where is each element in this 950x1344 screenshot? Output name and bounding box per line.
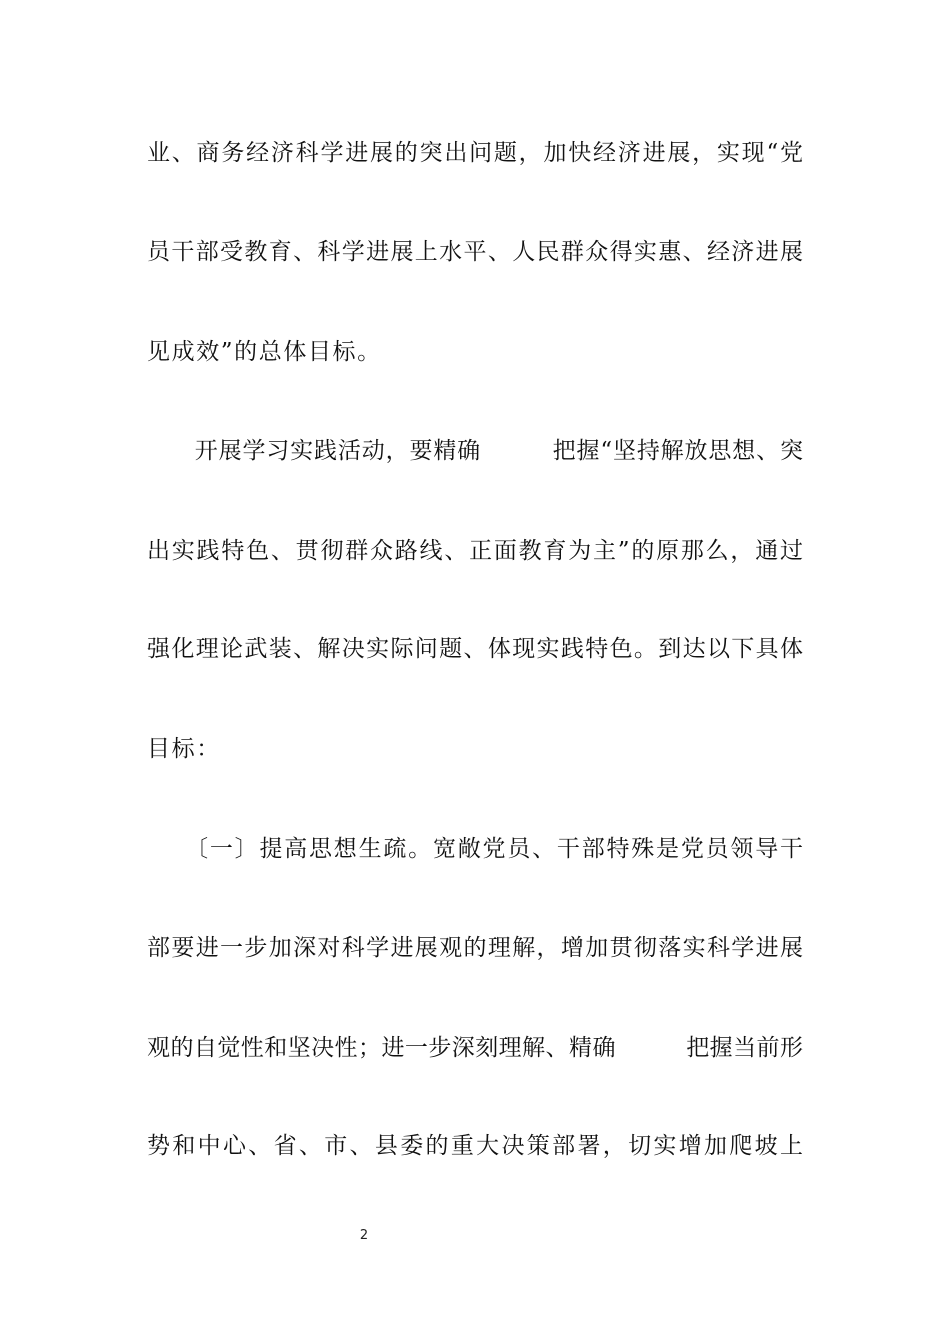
body-text-line: 目标： xyxy=(147,736,221,762)
body-text-line: 势和中心、省、市、县委的重大决策部署，切实增加爬坡上 xyxy=(147,1133,803,1159)
body-text-line: 强化理论武装、解决实际问题、体现实践特色。到达以下具体 xyxy=(147,636,803,662)
page-number: 2 xyxy=(359,1228,369,1243)
body-text-line: 〔一〕提高思想生疏。宽敞党员、干部特殊是党员领导干 xyxy=(147,836,803,862)
body-text-line: 开展学习实践活动，要精确 把握“坚持解放思想、突 xyxy=(147,438,803,464)
body-text-line: 观的自觉性和坚决性；进一步深刻理解、精确 把握当前形 xyxy=(147,1035,803,1061)
body-text-line: 见成效”的总体目标。 xyxy=(147,339,382,365)
body-text-line: 部要进一步加深对科学进展观的理解，增加贯彻落实科学进展 xyxy=(147,935,803,961)
body-text-line: 员干部受教育、科学进展上水平、人民群众得实惠、经济进展 xyxy=(147,239,803,265)
body-text-line: 业、商务经济科学进展的突出问题，加快经济进展，实现“党 xyxy=(147,140,803,166)
body-text-line: 出实践特色、贯彻群众路线、正面教育为主”的原那么，通过 xyxy=(147,538,803,564)
